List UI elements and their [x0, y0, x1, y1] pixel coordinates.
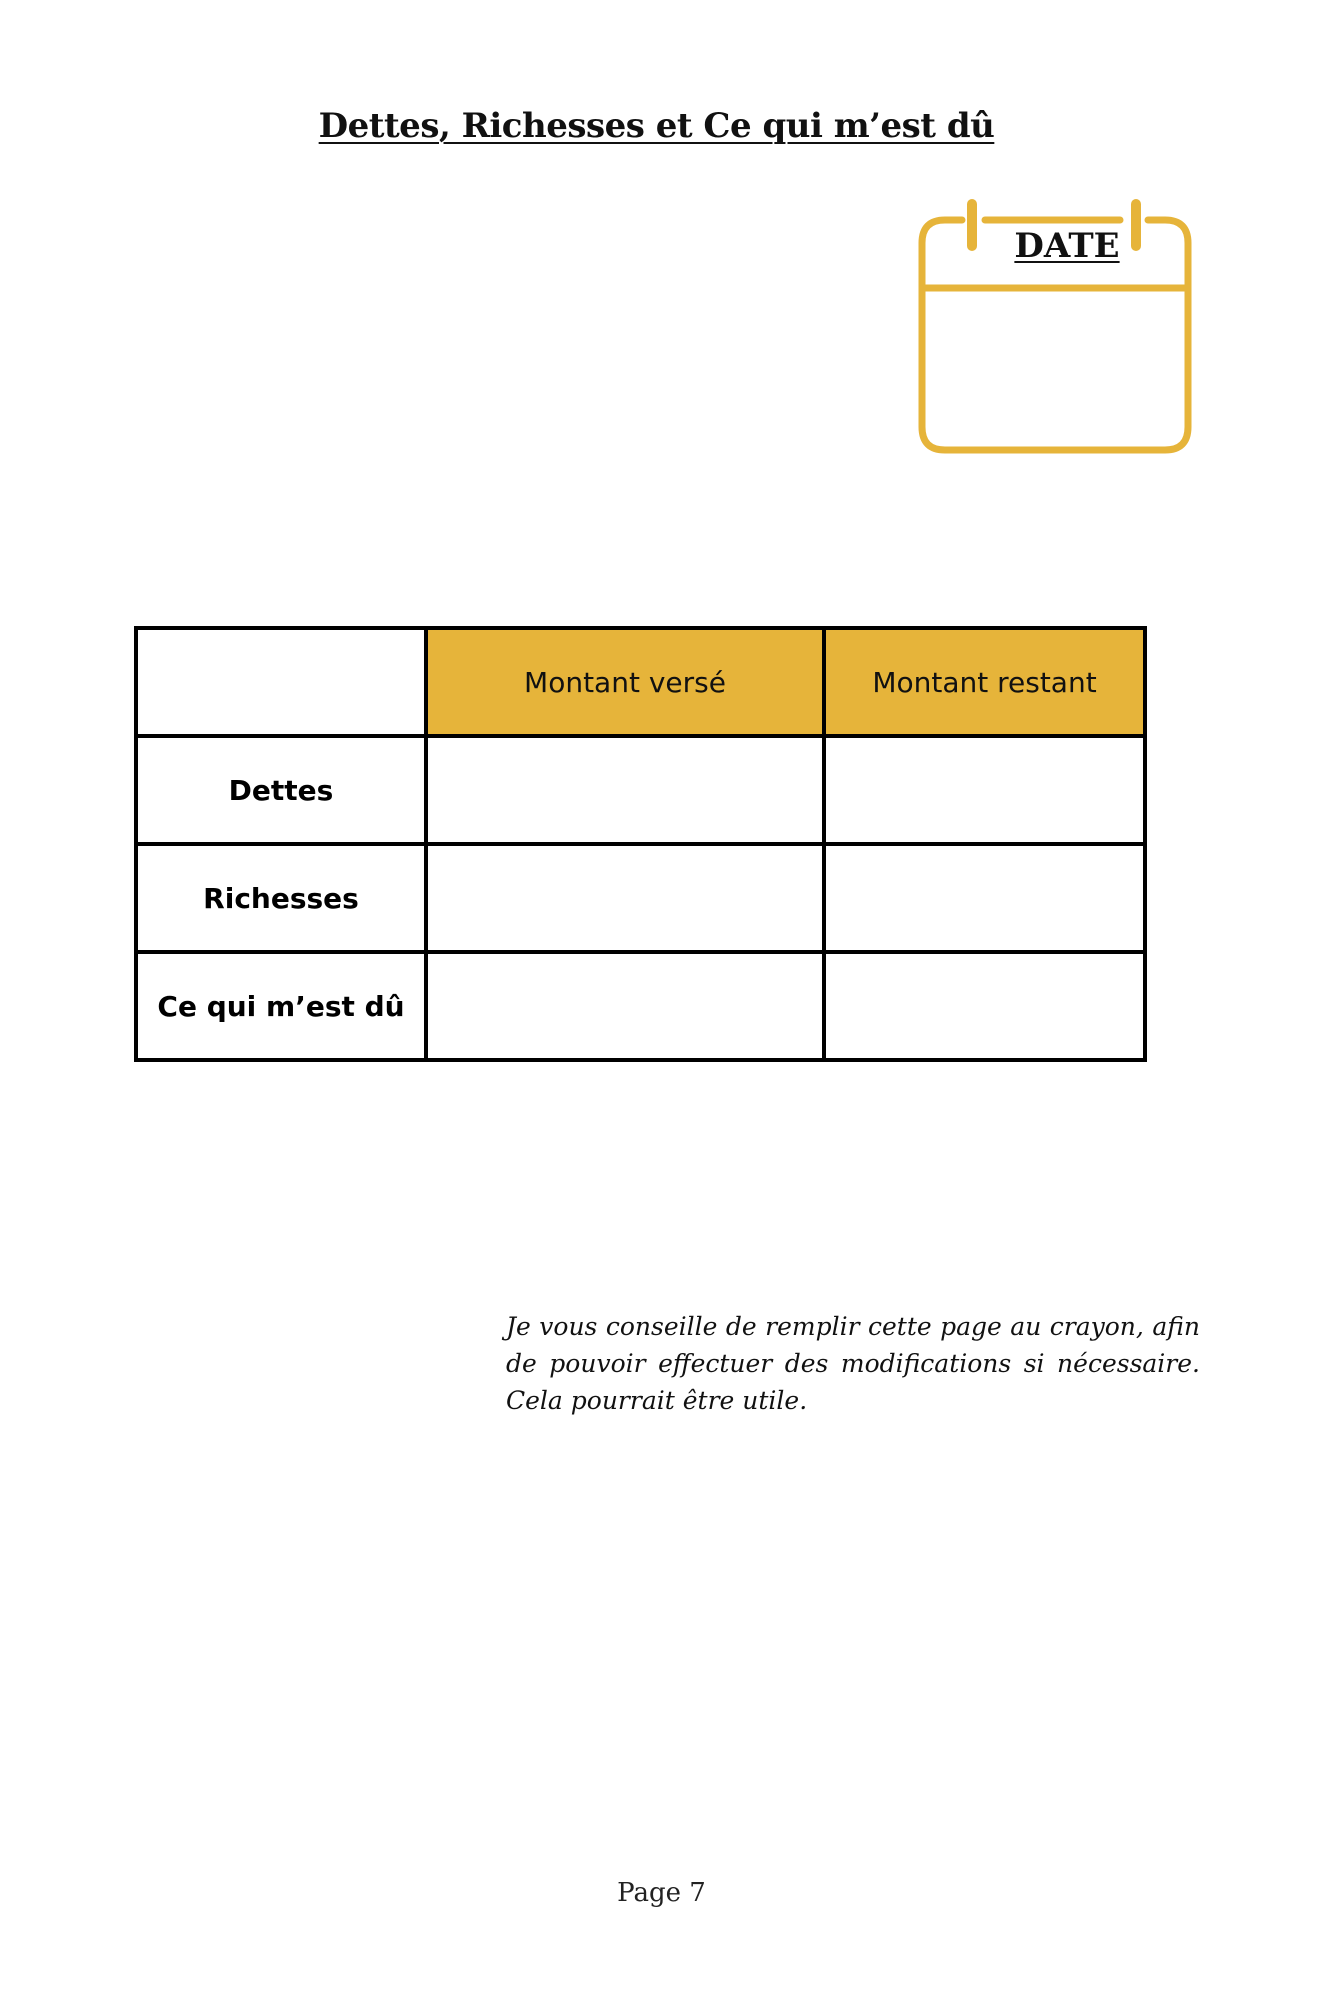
table-row: [136, 952, 1145, 1060]
date-box: [912, 190, 1202, 470]
table-row: [136, 736, 1145, 844]
table-header-row: [136, 628, 1145, 736]
date-label: DATE: [1014, 226, 1120, 266]
header-remaining: Montant restant: [824, 628, 1145, 736]
cell-du-paid[interactable]: [426, 952, 824, 1060]
header-empty-cell: [136, 628, 426, 736]
advice-note: Je vous conseille de remplir cette page au crayon, afin de pouvoir effectuer des modifications si nécessaire. Cela pourrait être utile.: [506, 1312, 1200, 1415]
page-title: Dettes, Richesses et Ce qui m’est dû: [318, 106, 995, 146]
cell-richesses-paid[interactable]: [426, 844, 824, 952]
row-label-richesses: Richesses: [136, 844, 426, 952]
cell-dettes-remaining[interactable]: [824, 736, 1145, 844]
cell-dettes-paid[interactable]: [426, 736, 824, 844]
summary-table: [134, 626, 1147, 1062]
row-label-dettes: Dettes: [136, 736, 426, 844]
table-row: [136, 844, 1145, 952]
header-paid: Montant versé: [426, 628, 824, 736]
cell-richesses-remaining[interactable]: [824, 844, 1145, 952]
row-label-du: Ce qui m’est dû: [136, 952, 426, 1060]
page-number: Page 7: [617, 1878, 706, 1908]
cell-du-remaining[interactable]: [824, 952, 1145, 1060]
